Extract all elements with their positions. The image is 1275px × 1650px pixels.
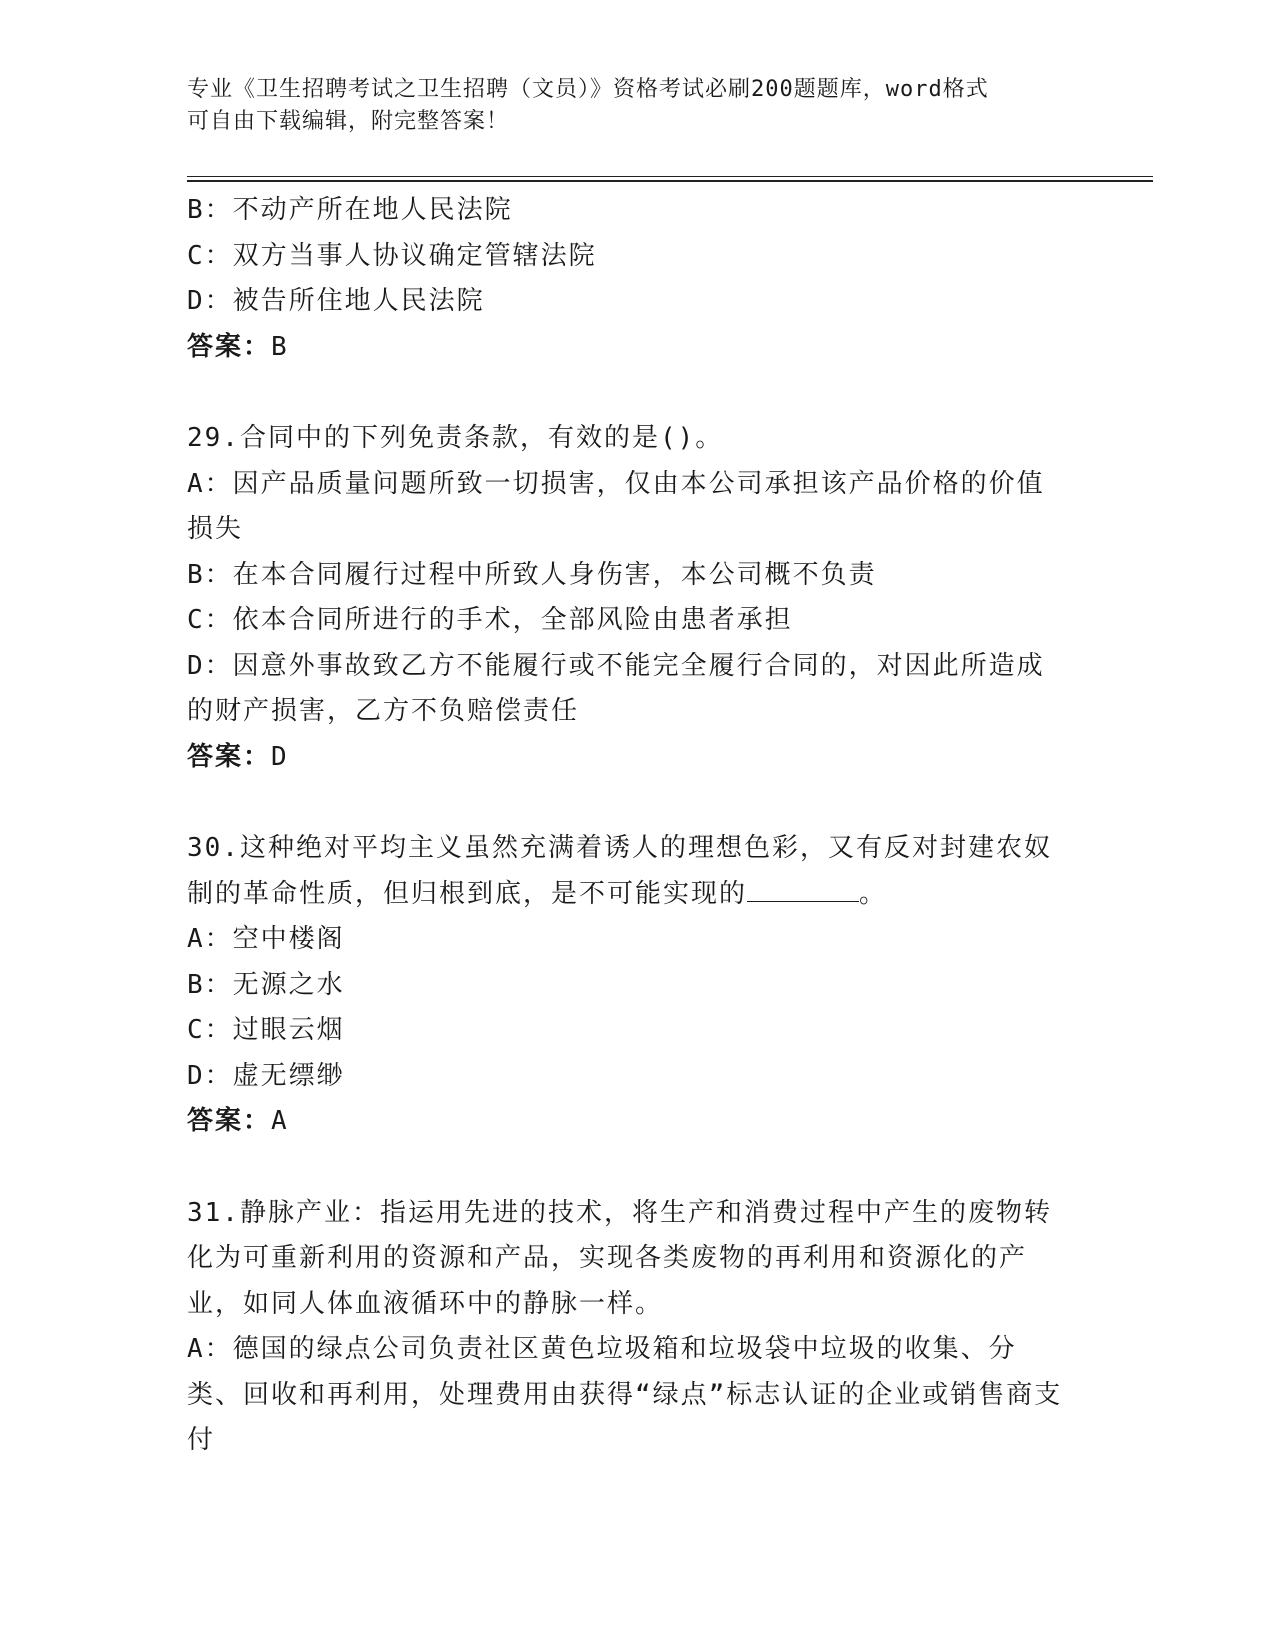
option-a: A：因产品质量问题所致一切损害，仅由本公司承担该产品价格的价值损失 [187, 468, 1045, 544]
header-divider [187, 176, 1153, 182]
page-header [187, 74, 1067, 138]
option-c: C：双方当事人协议确定管辖法院 [187, 240, 597, 271]
option-b: B：无源之水 [187, 969, 345, 1000]
document-body [187, 188, 1067, 1464]
answer-value: B [271, 331, 289, 362]
answer-value: D [271, 741, 289, 772]
answer-label: 答案： [187, 331, 272, 362]
question-31 [187, 1191, 1067, 1464]
question-29 [187, 416, 1067, 780]
option-d: D：虚无缥缈 [187, 1060, 345, 1091]
option-a: A：德国的绿点公司负责社区黄色垃圾箱和垃圾袋中垃圾的收集、分类、回收和再利用，处理费用由获得“绿点”标志认证的企业或销售商支付 [187, 1334, 1063, 1455]
fill-blank [747, 873, 859, 902]
question-stem: 29.合同中的下列免责条款，有效的是()。 [187, 423, 724, 453]
answer-line [187, 325, 1067, 371]
answer-value: A [271, 1106, 289, 1136]
answer-line [187, 1099, 1067, 1145]
question-stem [187, 826, 1067, 917]
option-b: B：不动产所在地人民法院 [187, 195, 513, 225]
answer-label: 答案： [187, 1106, 272, 1136]
stem-text: 30.这种绝对平均主义虽然充满着诱人的理想色彩，又有反对封建农奴制的革命性质，但归根到底，是不可能实现的 [187, 833, 1052, 909]
option-c: C：过眼云烟 [187, 1015, 345, 1045]
answer-line [187, 735, 1067, 781]
option-a: A：空中楼阁 [187, 924, 345, 954]
option-d: D：因意外事故致乙方不能履行或不能完全履行合同的，对因此所造成的财产损害，乙方不负赔偿责任 [187, 650, 1045, 726]
header-line-2: 可自由下载编辑，附完整答案！ [187, 109, 510, 134]
option-d: D：被告所住地人民法院 [187, 286, 485, 316]
answer-label: 答案： [187, 741, 272, 772]
option-b: B：在本合同履行过程中所致人身伤害，本公司概不负责 [187, 559, 877, 590]
option-c: C：依本合同所进行的手术，全部风险由患者承担 [187, 605, 793, 635]
question-28-tail [187, 188, 1067, 370]
question-30 [187, 826, 1067, 1145]
stem-end: 。 [859, 878, 888, 909]
question-stem: 31.静脉产业：指运用先进的技术，将生产和消费过程中产生的废物转化为可重新利用的资源和产品，实现各类废物的再利用和资源化的产业，如同人体血液循环中的静脉一样。 [187, 1197, 1052, 1319]
header-line-1: 专业《卫生招聘考试之卫生招聘（文员）》资格考试必刷200题题库，word格式 [187, 77, 989, 102]
